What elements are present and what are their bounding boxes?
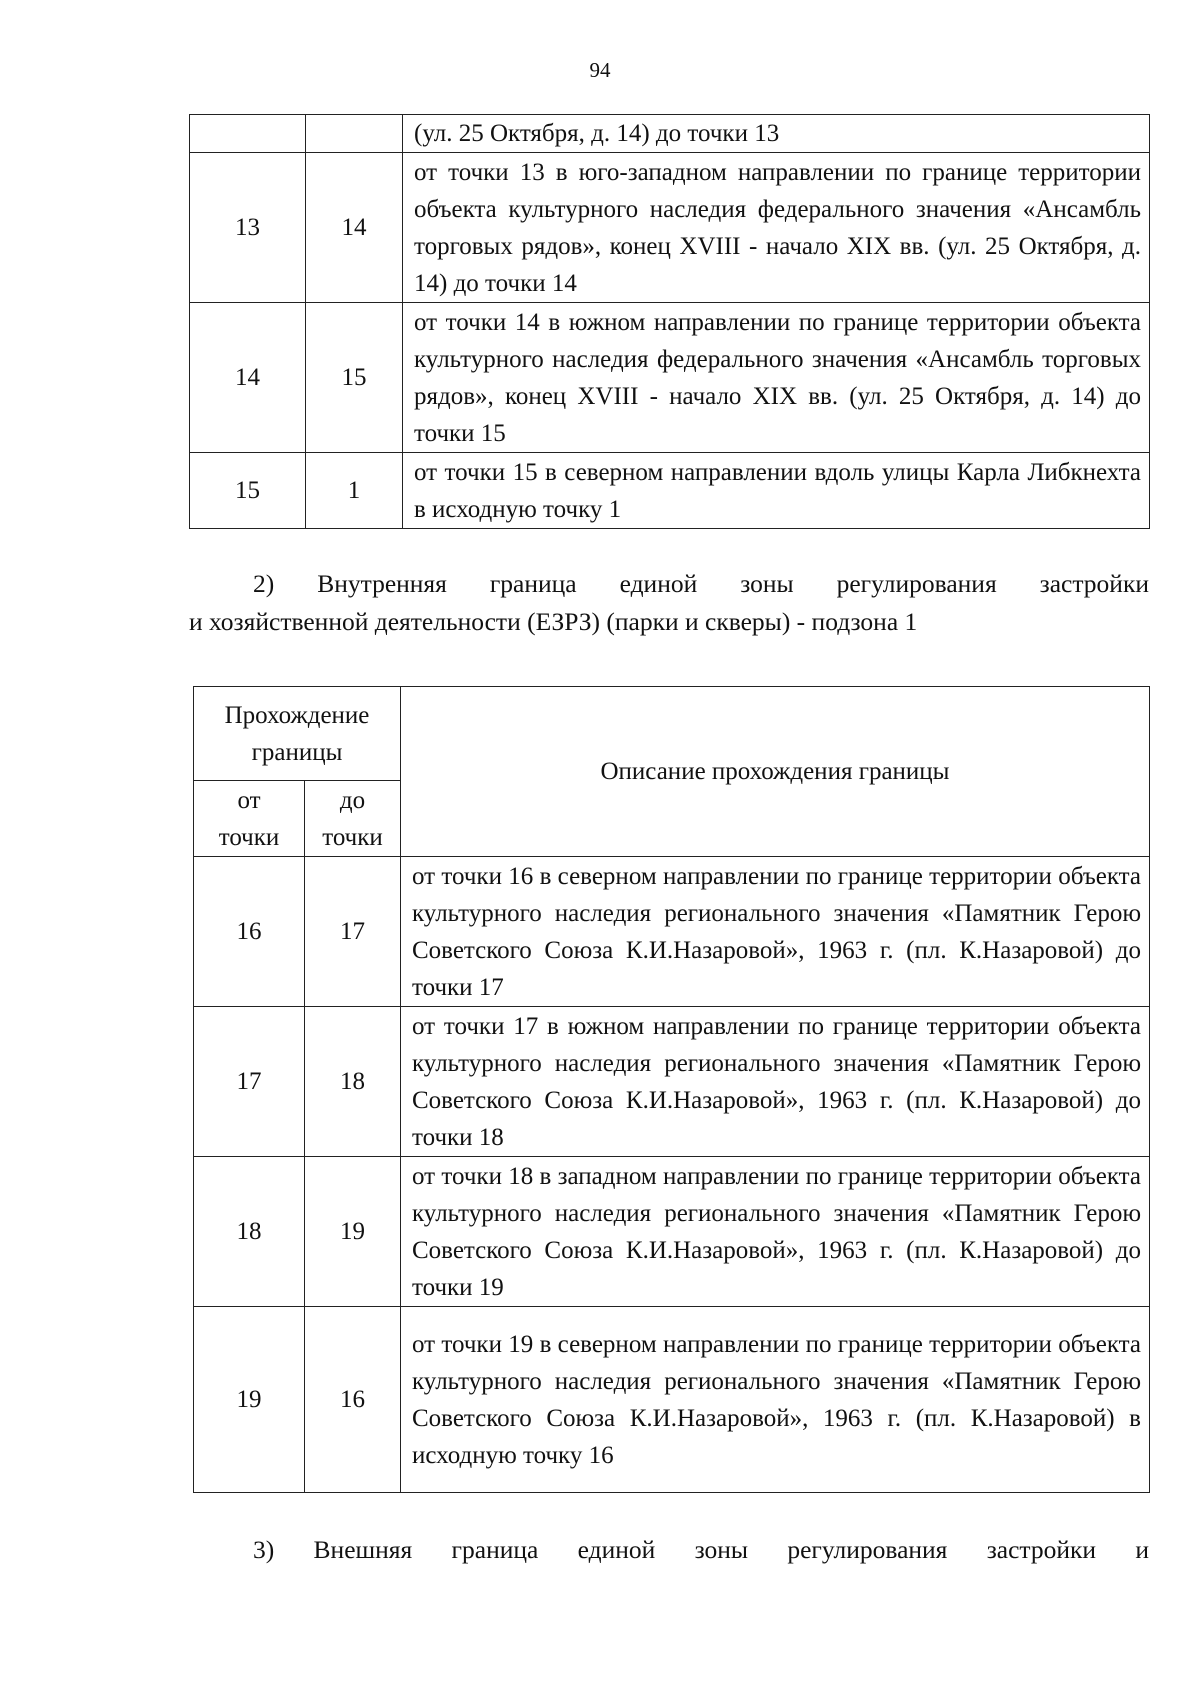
paragraph-line: 3) Внешняя граница единой зоны регулирования застройки и [253, 1535, 1149, 1564]
table-row [194, 857, 1150, 1007]
from-point-cell [190, 115, 306, 153]
header-from-point: от точки [194, 781, 305, 857]
from-point-cell: 13 [190, 153, 306, 303]
from-point-cell: 17 [194, 1007, 305, 1157]
section-3-paragraph [189, 1531, 1149, 1569]
description-cell: от точки 13 в юго-западном направлении по границе территории объекта культурного наследия федерального значения «Ансамбль торговых рядов», конец XVIII - начало XIX вв. (ул. 25 Октября, д. 14) до точки 14 [403, 153, 1150, 303]
from-point-cell: 18 [194, 1157, 305, 1307]
table-row [194, 1007, 1150, 1157]
to-point-cell: 1 [306, 453, 403, 529]
description-cell: от точки 19 в северном направлении по границе территории объекта культурного наследия регионального значения «Памятник Герою Советского Союза К.И.Назаровой», 1963 г. (пл. К.Назаровой) в исходную точку 16 [401, 1307, 1150, 1493]
description-cell: от точки 18 в западном направлении по границе территории объекта культурного наследия регионального значения «Памятник Герою Советского Союза К.И.Назаровой», 1963 г. (пл. К.Назаровой) до точки 19 [401, 1157, 1150, 1307]
to-point-cell: 14 [306, 153, 403, 303]
table-row [194, 1157, 1150, 1307]
from-point-cell: 14 [190, 303, 306, 453]
to-point-cell: 19 [305, 1157, 401, 1307]
description-cell: от точки 15 в северном направлении вдоль улицы Карла Либкнехта в исходную точку 1 [403, 453, 1150, 529]
page-number: 94 [589, 58, 611, 82]
table-header-row [194, 687, 1150, 781]
to-point-cell [306, 115, 403, 153]
to-point-cell: 17 [305, 857, 401, 1007]
from-point-cell: 19 [194, 1307, 305, 1493]
to-point-cell: 15 [306, 303, 403, 453]
section-2-paragraph [189, 565, 1149, 641]
description-cell: от точки 16 в северном направлении по границе территории объекта культурного наследия регионального значения «Памятник Герою Советского Союза К.И.Назаровой», 1963 г. (пл. К.Назаровой) до точки 17 [401, 857, 1150, 1007]
table-row [194, 1307, 1150, 1493]
description-cell: (ул. 25 Октября, д. 14) до точки 13 [403, 115, 1150, 153]
table-row [190, 453, 1150, 529]
table-row [190, 303, 1150, 453]
description-cell: от точки 17 в южном направлении по границе территории объекта культурного наследия регионального значения «Памятник Герою Советского Союза К.И.Назаровой», 1963 г. (пл. К.Назаровой) до точки 18 [401, 1007, 1150, 1157]
from-point-cell: 15 [190, 453, 306, 529]
header-boundary-passage: Прохождение границы [194, 687, 401, 781]
table-row [190, 153, 1150, 303]
header-description: Описание прохождения границы [401, 687, 1150, 857]
to-point-cell: 16 [305, 1307, 401, 1493]
paragraph-line: 2) Внутренняя граница единой зоны регулирования застройки [253, 569, 1149, 598]
table-row [190, 115, 1150, 153]
paragraph-line: и хозяйственной деятельности (ЕЗРЗ) (парки и скверы) - подзона 1 [189, 607, 918, 636]
from-point-cell: 16 [194, 857, 305, 1007]
to-point-cell: 18 [305, 1007, 401, 1157]
boundary-table [193, 686, 1150, 1493]
boundary-table-continued [189, 114, 1150, 529]
description-cell: от точки 14 в южном направлении по границе территории объекта культурного наследия федерального значения «Ансамбль торговых рядов», конец XVIII - начало XIX вв. (ул. 25 Октября, д. 14) до точки 15 [403, 303, 1150, 453]
header-to-point: до точки [305, 781, 401, 857]
